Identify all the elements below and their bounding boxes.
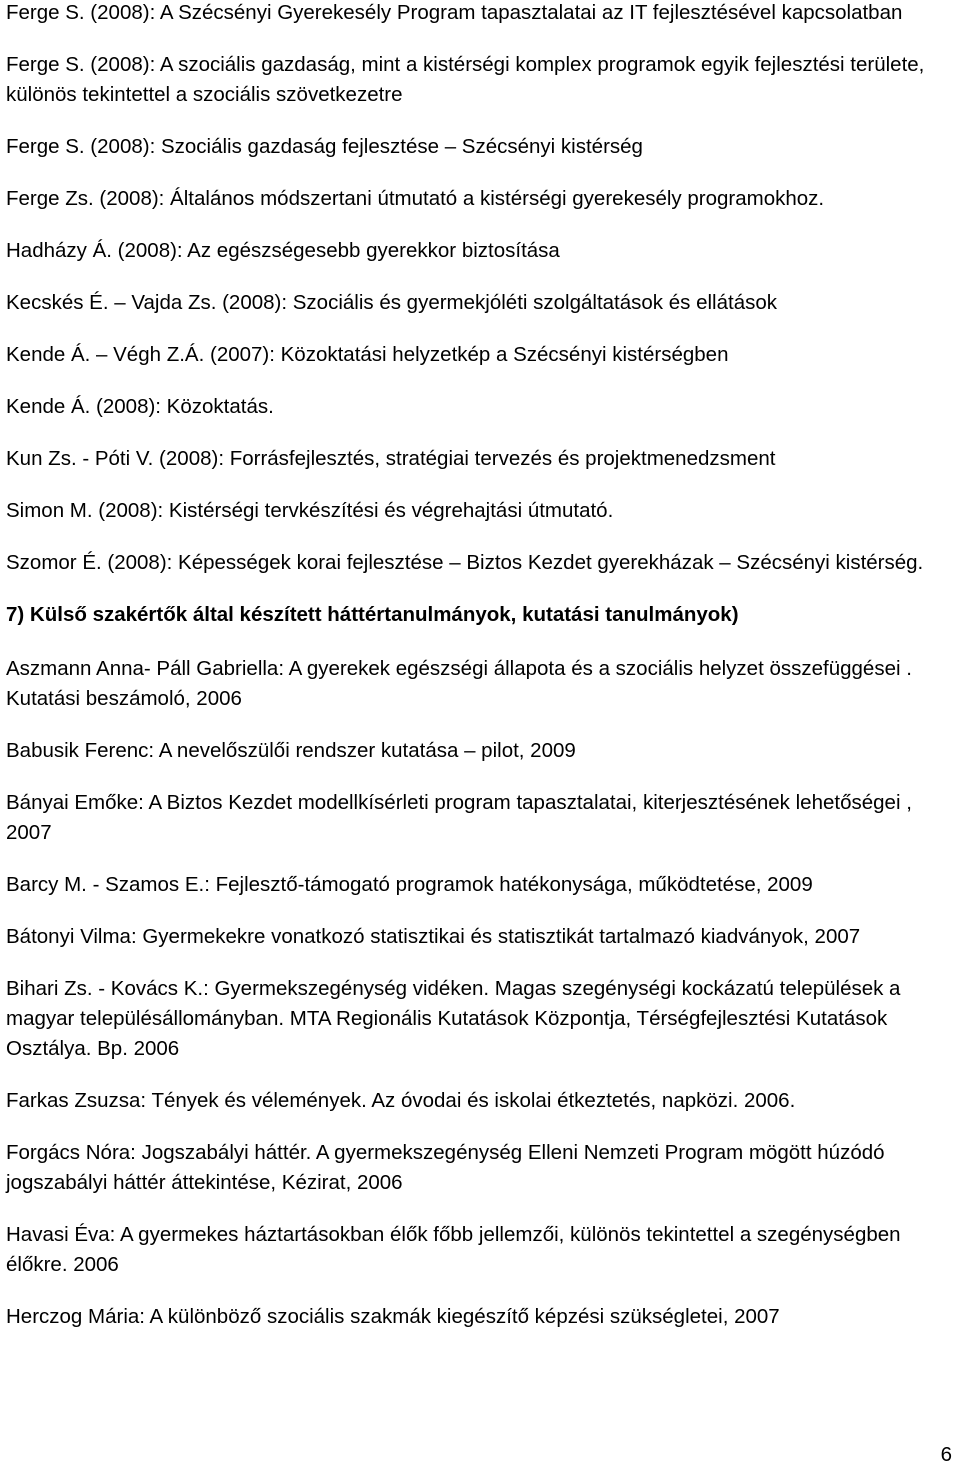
document-page bbox=[6, 0, 954, 1354]
reference-entry: Simon M. (2008): Kistérségi tervkészítési és végrehajtási útmutató. bbox=[6, 499, 614, 522]
study-entry: Barcy M. - Szamos E.: Fejlesztő-támogató programok hatékonysága, működtetése, 2009 bbox=[6, 873, 813, 896]
reference-entry: Kende Á. – Végh Z.Á. (2007): Közoktatási helyzetkép a Szécsényi kistérségben bbox=[6, 343, 729, 366]
reference-entry: Kun Zs. - Póti V. (2008): Forrásfejlesztés, stratégiai tervezés és projektmenedzsment bbox=[6, 447, 776, 470]
study-entry: Bihari Zs. - Kovács K.: Gyermekszegénység vidéken. Magas szegénységi kockázatú települések a magyar településállományban. MTA Regionális Kutatások Központja, Térségfejlesztési Kutatások Osztálya. Bp. 2006 bbox=[6, 977, 901, 1060]
study-entry: Havasi Éva: A gyermekes háztartásokban élők főbb jellemzői, különös tekintettel a szegénységben élőkre. 2006 bbox=[6, 1223, 901, 1276]
reference-entry: Ferge S. (2008): A Szécsényi Gyerekesély Program tapasztalatai az IT fejlesztésével kapcsolatban bbox=[6, 1, 903, 24]
reference-entry: Ferge Zs. (2008): Általános módszertani útmutató a kistérségi gyerekesély programokhoz. bbox=[6, 187, 825, 210]
reference-entry: Ferge S. (2008): Szociális gazdaság fejlesztése – Szécsényi kistérség bbox=[6, 135, 643, 158]
reference-entry: Szomor É. (2008): Képességek korai fejlesztése – Biztos Kezdet gyerekházak – Szécsényi kistérség. bbox=[6, 551, 924, 574]
reference-entry: Hadházy Á. (2008): Az egészségesebb gyerekkor biztosítása bbox=[6, 239, 560, 262]
study-entry: Farkas Zsuzsa: Tények és vélemények. Az óvodai és iskolai étkeztetés, napközi. 2006. bbox=[6, 1089, 796, 1112]
reference-entry: Kecskés É. – Vajda Zs. (2008): Szociális és gyermekjóléti szolgáltatások és ellátások bbox=[6, 291, 778, 314]
study-entry: Forgács Nóra: Jogszabályi háttér. A gyermekszegénység Elleni Nemzeti Program mögött húzódó jogszabályi háttér áttekintése, Kézirat, 2006 bbox=[6, 1141, 885, 1194]
reference-list-section bbox=[6, 0, 954, 578]
section-heading: 7) Külső szakértők által készített háttértanulmányok, kutatási tanulmányok) bbox=[6, 603, 739, 626]
study-entry: Bányai Emőke: A Biztos Kezdet modellkísérleti program tapasztalatai, kiterjesztésének lehetőségei , 2007 bbox=[6, 791, 912, 844]
reference-entry: Ferge S. (2008): A szociális gazdaság, mint a kistérségi komplex programok egyik fejlesztési területe, különös tekintettel a szociális szövetkezetre bbox=[6, 53, 925, 106]
reference-entry: Kende Á. (2008): Közoktatás. bbox=[6, 395, 274, 418]
study-entry: Babusik Ferenc: A nevelőszülői rendszer kutatása – pilot, 2009 bbox=[6, 739, 576, 762]
study-entry: Aszmann Anna- Páll Gabriella: A gyerekek egészségi állapota és a szociális helyzet összefüggései . Kutatási beszámoló, 2006 bbox=[6, 657, 912, 710]
study-entry: Herczog Mária: A különböző szociális szakmák kiegészítő képzési szükségletei, 2007 bbox=[6, 1305, 780, 1328]
page-number: 6 bbox=[940, 1443, 952, 1466]
background-studies-section bbox=[6, 654, 954, 1332]
study-entry: Bátonyi Vilma: Gyermekekre vonatkozó statisztikai és statisztikát tartalmazó kiadványok, 2007 bbox=[6, 925, 861, 948]
